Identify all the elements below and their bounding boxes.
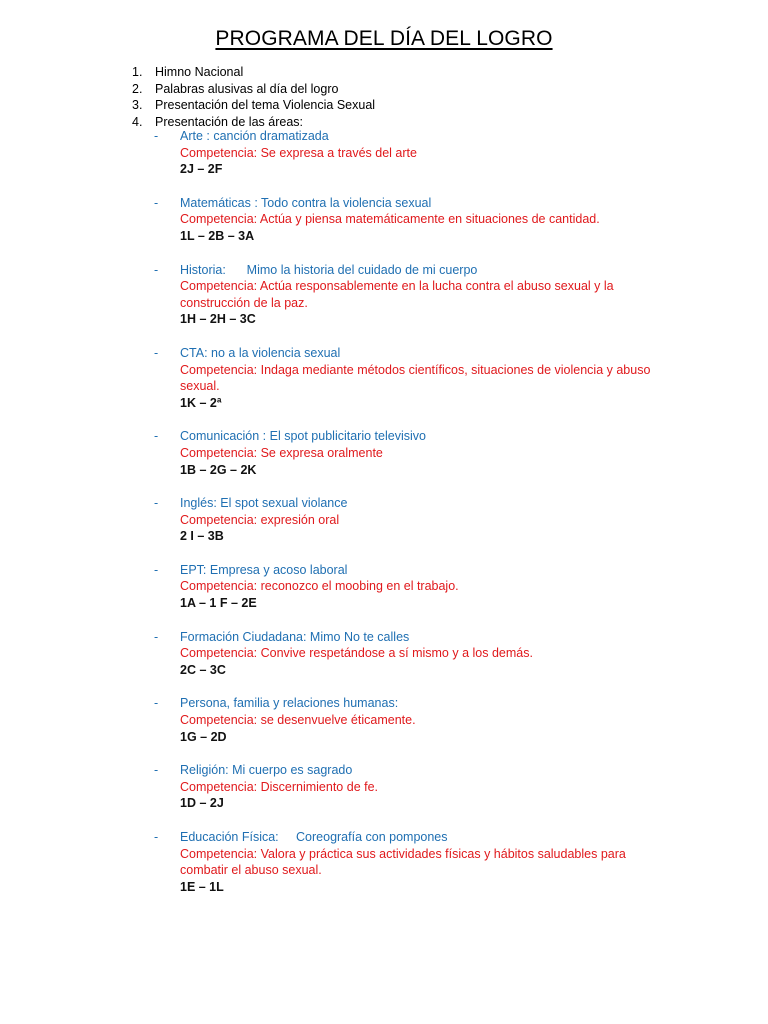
area-competencia: Competencia: Convive respetándose a sí mismo y a los demás. — [180, 646, 533, 661]
list-item-number: 1. — [132, 65, 143, 79]
area-competencia: Competencia: Discernimiento de fe. — [180, 779, 379, 794]
program-list — [132, 64, 375, 130]
bullet-dash: - — [154, 629, 159, 644]
bullet-dash: - — [154, 129, 159, 143]
area-competencia: Competencia: se desenvuelve éticamente. — [180, 713, 416, 728]
area-block — [154, 345, 654, 411]
bullet-dash: - — [154, 429, 159, 444]
list-item-text: Himno Nacional — [155, 65, 244, 79]
area-title: CTA: no a la violencia sexual — [180, 345, 341, 360]
area-competencia: Competencia: reconozco el moobing en el trabajo. — [180, 579, 459, 594]
area-grupos: 1B – 2G – 2K — [180, 462, 257, 477]
area-title: Arte : canción dramatizada — [180, 129, 329, 143]
list-item-text: Presentación del tema Violencia Sexual — [155, 98, 376, 113]
bullet-dash: - — [154, 345, 159, 360]
area-block — [154, 762, 654, 812]
list-item — [132, 64, 375, 81]
area-grupos: 1A – 1 F – 2E — [180, 596, 257, 611]
area-grupos: 1K – 2ª — [180, 395, 222, 410]
area-competencia: Competencia: Se expresa oralmente — [180, 445, 383, 460]
area-competencia: Competencia: Actúa y piensa matemáticamente en situaciones de cantidad. — [180, 212, 600, 227]
page-title: PROGRAMA DEL DÍA DEL LOGRO — [215, 27, 553, 50]
area-block — [154, 428, 654, 478]
area-title: Religión: Mi cuerpo es sagrado — [180, 763, 353, 778]
area-grupos: 2C – 3C — [180, 662, 226, 677]
area-competencia: Competencia: Valora y práctica sus actividades físicas y hábitos saludables para combatir el abuso sexual. — [180, 846, 626, 878]
area-title: Educación Física: Coreografía con pompones — [180, 830, 448, 844]
area-grupos: 1L – 2B – 3A — [180, 228, 255, 243]
area-block — [154, 195, 654, 245]
area-block — [154, 629, 654, 679]
bullet-dash: - — [154, 696, 159, 711]
area-title: Matemáticas : Todo contra la violencia sexual — [180, 195, 432, 210]
area-block — [154, 495, 654, 545]
areas-list — [154, 128, 654, 912]
list-item-number: 4. — [132, 114, 143, 129]
area-block — [154, 695, 654, 745]
area-grupos: 1E – 1L — [180, 879, 224, 894]
list-item-number: 3. — [132, 98, 143, 113]
area-title: EPT: Empresa y acoso laboral — [180, 562, 348, 577]
area-title: Persona, familia y relaciones humanas: — [180, 696, 399, 711]
area-block — [154, 128, 654, 178]
list-item — [132, 97, 375, 114]
area-grupos: 2J – 2F — [180, 162, 223, 177]
area-title: Comunicación : El spot publicitario televisivo — [180, 429, 426, 444]
area-block — [154, 562, 654, 612]
area-competencia: Competencia: Indaga mediante métodos científicos, situaciones de violencia y abuso sexual. — [180, 362, 651, 394]
bullet-dash: - — [154, 496, 159, 511]
area-block — [154, 262, 654, 328]
area-block — [154, 829, 654, 895]
list-item-text: Presentación de las áreas: — [155, 114, 304, 129]
area-competencia: Competencia: expresión oral — [180, 512, 340, 527]
bullet-dash: - — [154, 262, 159, 277]
area-grupos: 1D – 2J — [180, 796, 224, 811]
area-title: Historia: Mimo la historia del cuidado de mi cuerpo — [180, 262, 478, 277]
bullet-dash: - — [154, 562, 159, 577]
area-title: Inglés: El spot sexual violance — [180, 496, 348, 511]
area-grupos: 1G – 2D — [180, 729, 227, 744]
bullet-dash: - — [154, 830, 159, 844]
bullet-dash: - — [154, 763, 159, 778]
list-item — [132, 81, 375, 98]
area-competencia: Competencia: Actúa responsablemente en la lucha contra el abuso sexual y la construcción de la paz. — [180, 279, 614, 310]
list-item-number: 2. — [132, 81, 143, 96]
area-title: Formación Ciudadana: Mimo No te calles — [180, 629, 410, 644]
bullet-dash: - — [154, 195, 159, 210]
area-competencia: Competencia: Se expresa a través del arte — [180, 145, 417, 160]
list-item-text: Palabras alusivas al día del logro — [155, 81, 339, 96]
area-grupos: 1H – 2H – 3C — [180, 312, 256, 327]
area-grupos: 2 I – 3B — [180, 529, 224, 544]
